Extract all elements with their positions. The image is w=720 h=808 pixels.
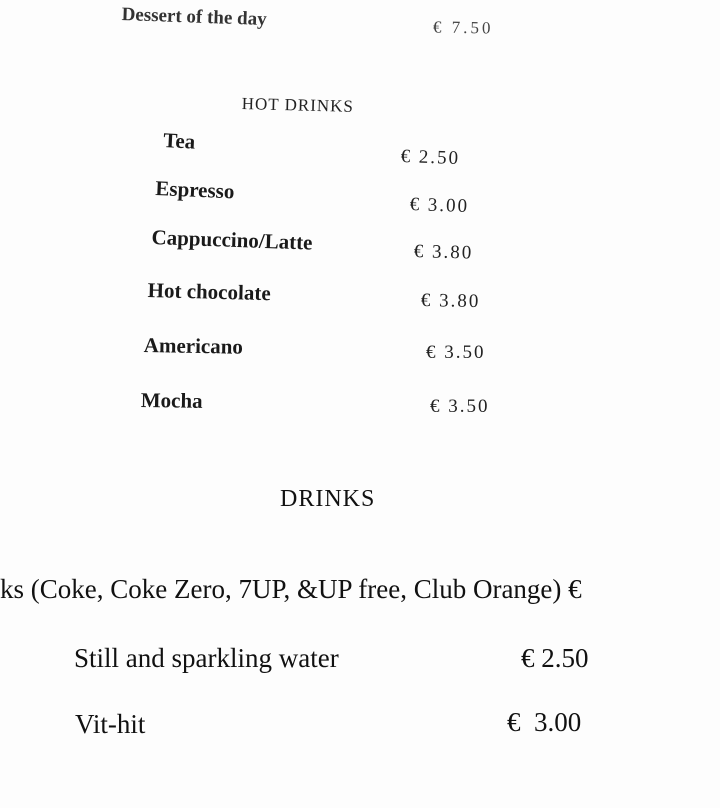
- dessert-price: € 7.50: [432, 17, 494, 38]
- hot-drink-price: € 3.50: [430, 396, 490, 417]
- hot-drink-price: € 3.80: [413, 241, 474, 264]
- hot-drink-name: Mocha: [140, 388, 203, 413]
- hot-drink-name: Espresso: [154, 176, 235, 204]
- hot-drink-price: € 3.00: [409, 194, 470, 218]
- hot-drink-name: Cappuccino/Latte: [151, 225, 313, 255]
- drinks-heading: DRINKS: [280, 486, 376, 512]
- hot-drinks-heading: HOT DRINKS: [241, 94, 355, 116]
- hot-drink-name: Americano: [143, 333, 244, 359]
- dessert-name: Dessert of the day: [121, 4, 268, 31]
- hot-drink-name: Hot chocolate: [147, 278, 272, 306]
- hot-drink-price: € 3.50: [426, 342, 486, 363]
- hot-drink-price: € 3.80: [420, 290, 481, 313]
- drink-name: Vit-hit: [75, 709, 146, 739]
- drink-name: Still and sparkling water: [74, 643, 339, 673]
- hot-drink-name: Tea: [162, 128, 196, 154]
- soft-drinks-line: ks (Coke, Coke Zero, 7UP, &UP free, Club Orange) €: [0, 574, 582, 604]
- drink-price: € 2.50: [521, 643, 589, 673]
- drink-price: € 3.00: [507, 707, 582, 737]
- hot-drink-price: € 2.50: [400, 146, 461, 170]
